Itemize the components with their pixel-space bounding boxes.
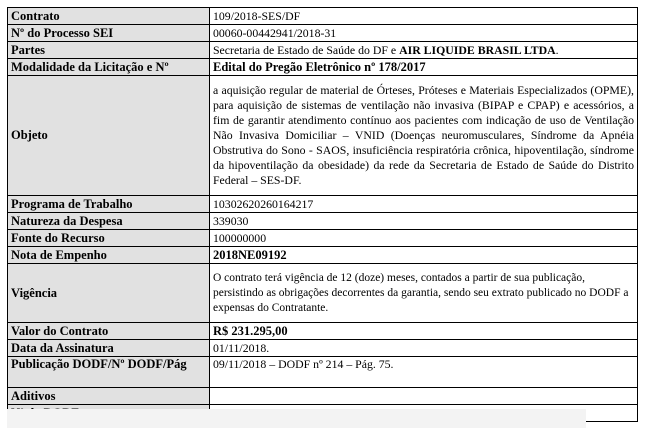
- valor-contrato-label: Valor do Contrato: [8, 323, 210, 340]
- programa-trabalho-value: 10302620260164217: [210, 196, 638, 213]
- vigencia-label: Vigência: [8, 264, 210, 323]
- fonte-recurso-value: 100000000: [210, 230, 638, 247]
- table-row: [8, 196, 638, 213]
- partes-prefix: Secretaria de Estado de Saúde do DF e: [213, 42, 400, 57]
- table-row: [8, 76, 638, 196]
- processo-sei-label: Nº do Processo SEI: [8, 25, 210, 42]
- nota-empenho-label: Nota de Empenho: [8, 247, 210, 264]
- aditivos-label: Aditivos: [8, 388, 210, 405]
- contrato-label: Contrato: [8, 8, 210, 25]
- contract-details-table: [7, 7, 638, 422]
- objeto-value: a aquisição regular de material de Órteses, Próteses e Materiais Especializados (OPME), para aquisição de sistemas de ventilação não invasiva (BIPAP e CPAP) e acessórios, a fim de garantir atendimento contínuo aos pacientes com indicação de uso de Ventilação Não Invasiva Domiciliar – VNID (Doenças neuromusculares, Síndrome da Apnéia Obstrutiva do Sono - SAOS, insuficiência respiratória crônica, hipoventilação, síndrome da hipoventilação da obesidade) da rede da Secretaria de Estado de Saúde do Distrito Federal – SES-DF.: [210, 76, 638, 196]
- aditivos-value: [210, 388, 638, 405]
- valor-contrato-value: R$ 231.295,00: [210, 323, 638, 340]
- partes-label: Partes: [8, 42, 210, 59]
- processo-sei-value: 00060-00442941/2018-31: [210, 25, 638, 42]
- fonte-recurso-label: Fonte do Recurso: [8, 230, 210, 247]
- table-row: [8, 357, 638, 388]
- vigencia-value: O contrato terá vigência de 12 (doze) meses, contados a partir de sua publicação, persistindo as obrigações decorrentes da garantia, sendo seu extrato publicado no DODF a expensas do Contratante.: [210, 264, 638, 323]
- table-row: [8, 25, 638, 42]
- table-row: [8, 42, 638, 59]
- page-bottom-band: [7, 409, 586, 428]
- table-row: [8, 8, 638, 25]
- table-row: [8, 213, 638, 230]
- publicacao-dodf-label: Publicação DODF/Nº DODF/Pág: [8, 357, 210, 388]
- table-row: [8, 230, 638, 247]
- table-row: [8, 323, 638, 340]
- partes-company-name: AIR LIQUIDE BRASIL LTDA: [399, 42, 556, 57]
- natureza-despesa-label: Natureza da Despesa: [8, 213, 210, 230]
- table-row: [8, 264, 638, 323]
- publicacao-dodf-value: 09/11/2018 – DODF nº 214 – Pág. 75.: [210, 357, 638, 388]
- modalidade-value: Edital do Pregão Eletrônico nº 178/2017: [210, 59, 638, 76]
- objeto-label: Objeto: [8, 76, 210, 196]
- partes-suffix: .: [555, 42, 559, 57]
- table-row: [8, 59, 638, 76]
- modalidade-label: Modalidade da Licitação e Nº: [8, 59, 210, 76]
- nota-empenho-value: 2018NE09192: [210, 247, 638, 264]
- programa-trabalho-label: Programa de Trabalho: [8, 196, 210, 213]
- table-row: [8, 247, 638, 264]
- table-row: [8, 388, 638, 405]
- data-assinatura-value: 01/11/2018.: [210, 340, 638, 357]
- data-assinatura-label: Data da Assinatura: [8, 340, 210, 357]
- partes-value: [210, 42, 638, 59]
- natureza-despesa-value: 339030: [210, 213, 638, 230]
- table-row: [8, 340, 638, 357]
- contrato-value: 109/2018-SES/DF: [210, 8, 638, 25]
